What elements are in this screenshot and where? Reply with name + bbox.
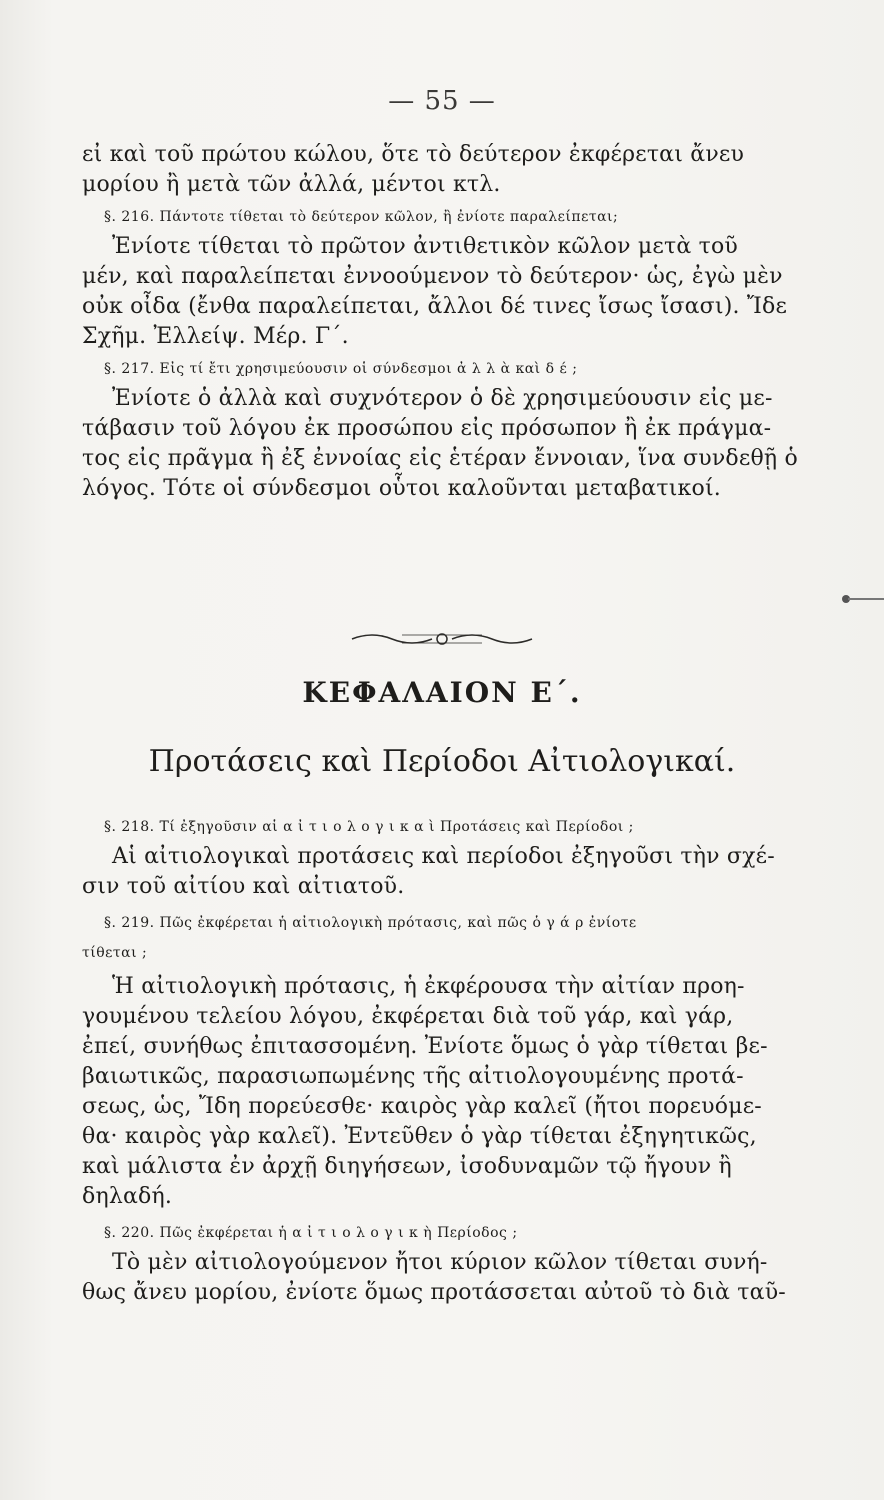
text-line: καὶ μάλιστα ἐν ἀρχῇ διηγήσεων, ἰσοδυναμῶν τῷ ἤγουν ἢ xyxy=(82,1154,732,1179)
section-217-question: §. 217. Εἰς τί ἔτι χρησιμεύουσιν οἱ σύνδεσμοι ἀ λ λ ὰ καὶ δ έ ; xyxy=(104,361,578,377)
text-line: γουμένου τελείου λόγου, ἐκφέρεται διὰ τοῦ γάρ, καὶ γάρ, xyxy=(82,1004,734,1029)
text-line: οὐκ οἶδα (ἔνθα παραλείπεται, ἄλλοι δέ τινες ἴσως ἴσασι). Ἴδε xyxy=(82,294,788,319)
text-line: τος εἰς πρᾶγμα ἢ ἐξ ἐννοίας εἰς ἑτέραν ἔννοιαν, ἵνα συνδεθῇ ὁ xyxy=(82,446,798,471)
section-218-question: §. 218. Τί ἐξηγοῦσιν αἱ α ἰ τ ι ο λ ο γ ι κ α ὶ Προτάσεις καὶ Περίοδοι ; xyxy=(104,819,634,835)
upper-text-block xyxy=(82,140,842,504)
text-line: Ἐνίοτε ὁ ἀλλὰ καὶ συχνότερον ὁ δὲ χρησιμεύουσιν εἰς με- xyxy=(112,386,773,411)
section-219-question: §. 219. Πῶς ἐκφέρεται ἡ αἰτιολογικὴ πρότασις, καὶ πῶς ὁ γ ά ρ ἐνίοτε xyxy=(104,915,637,931)
text-line: Ἡ αἰτιολογικὴ πρότασις, ἡ ἐκφέρουσα τὴν αἰτίαν προη- xyxy=(112,974,745,999)
ornament-divider xyxy=(0,630,884,653)
text-line: λόγος. Τότε οἱ σύνδεσμοι οὗτοι καλοῦνται μεταβατικοί. xyxy=(82,476,721,501)
text-line: ἐπεί, συνήθως ἐπιτασσομένη. Ἐνίοτε ὅμως ὁ γὰρ τίθεται βε- xyxy=(82,1034,768,1059)
text-line: Σχῆμ. Ἐλλείψ. Μέρ. Γ΄. xyxy=(82,324,349,349)
page-number: — 55 — xyxy=(388,86,496,116)
text-line: σιν τοῦ αἰτίου καὶ αἰτιατοῦ. xyxy=(82,874,405,899)
chapter-subtitle: Προτάσεις καὶ Περίοδοι Αἰτιολογικαί. xyxy=(148,744,736,779)
text-line: θα· καιρὸς γὰρ καλεῖ). Ἐντεῦθεν ὁ γὰρ τίθεται ἐξηγητικῶς, xyxy=(82,1124,757,1149)
text-line: Αἱ αἰτιολογικαὶ προτάσεις καὶ περίοδοι ἐξηγοῦσι τὴν σχέ- xyxy=(112,844,775,869)
text-line: θως ἄνευ μορίου, ἐνίοτε ὅμως προτάσσεται αὐτοῦ τὸ διὰ ταῦ- xyxy=(82,1280,786,1305)
text-line: σεως, ὡς, Ἴδη πορεύεσθε· καιρὸς γὰρ καλεῖ (ἤτοι πορευόμε- xyxy=(82,1094,762,1119)
text-line: Τὸ μὲν αἰτιολογούμενον ἤτοι κύριον κῶλον τίθεται συνή- xyxy=(112,1250,768,1275)
section-219-question-cont: τίθεται ; xyxy=(82,945,148,961)
text-line: δηλαδή. xyxy=(82,1184,173,1209)
text-line: τάβασιν τοῦ λόγου ἐκ προσώπου εἰς πρόσωπον ἢ ἐκ πράγμα- xyxy=(82,416,772,441)
text-line: μέν, καὶ παραλείπεται ἐννοούμενον τὸ δεύτερον· ὡς, ἐγὼ μὲν xyxy=(82,264,783,289)
text-line: Ἐνίοτε τίθεται τὸ πρῶτον ἀντιθετικὸν κῶλον μετὰ τοῦ xyxy=(112,234,738,259)
section-216-question: §. 216. Πάντοτε τίθεται τὸ δεύτερον κῶλον, ἢ ἐνίοτε παραλείπεται; xyxy=(104,209,619,225)
text-line: βαιωτικῶς, παρασιωπωμένης τῆς αἰτιολογουμένης προτά- xyxy=(82,1064,744,1089)
pin-mark xyxy=(842,594,884,604)
ornament-icon xyxy=(342,630,542,648)
chapter-title: ΚΕΦΑΛΑΙΟΝ Ε΄. xyxy=(302,676,582,709)
section-220-question: §. 220. Πῶς ἐκφέρεται ἡ α ἰ τ ι ο λ ο γ ι κ ὴ Περίοδος ; xyxy=(104,1225,518,1241)
text-line: μορίου ἢ μετὰ τῶν ἀλλά, μέντοι κτλ. xyxy=(82,172,501,197)
text-line: εἰ καὶ τοῦ πρώτου κώλου, ὅτε τὸ δεύτερον ἐκφέρεται ἄνευ xyxy=(82,142,745,167)
lower-text-block xyxy=(82,812,842,1308)
